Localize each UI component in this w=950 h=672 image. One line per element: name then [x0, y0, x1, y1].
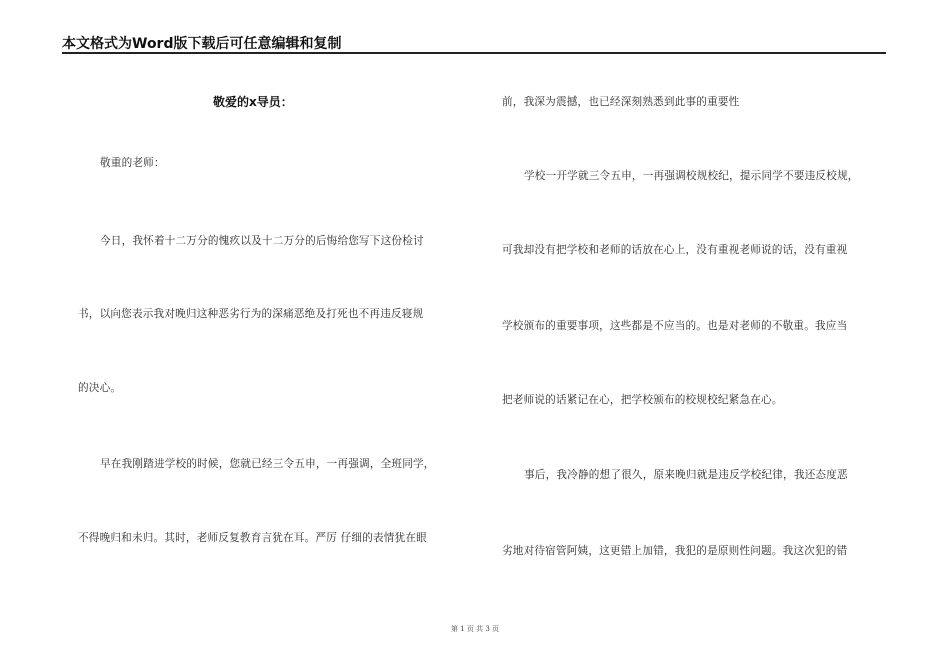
paragraph-line: 事后，我冷静的想了很久，原来晚归就是违反学校纪律，我还态度恶: [524, 469, 848, 481]
paragraph-line: 可我却没有把学校和老师的话放在心上，没有重视老师说的话，没有重视: [502, 244, 848, 256]
paragraph-line: 学校颁布的重要事项，这些都是不应当的。也是对老师的不敬重。我应当: [502, 320, 848, 332]
document-header: [62, 36, 886, 54]
document-title: 敬爱的x导员：: [213, 95, 293, 109]
header-notice: 本文格式为Word版下载后可任意编辑和复制: [62, 36, 342, 52]
paragraph-line: 早在我刚踏进学校的时候，您就已经三令五申，一再强调，全班同学，: [100, 458, 435, 470]
paragraph-line: 把老师说的话紧记在心，把学校颁布的校规校纪紧急在心。: [502, 394, 783, 406]
paragraph-line: 劣地对待宿管阿姨，这更错上加错，我犯的是原则性问题。我这次犯的错: [502, 545, 848, 557]
paragraph-line: 学校一开学就三令五申，一再强调校规校纪，提示同学不要违反校规，: [524, 170, 859, 182]
paragraph-line: 前，我深为震撼，也已经深刻熟悉到此事的重要性: [502, 96, 740, 108]
paragraph-line: 的决心。: [78, 382, 122, 394]
page-number: 第 1 页 共 3 页: [450, 625, 500, 633]
salutation-line: 敬重的老师：: [100, 157, 165, 169]
paragraph-line: 不得晚归和未归。其时，老师反复教育言犹在耳。严厉 仔细的表情犹在眼: [78, 532, 427, 544]
paragraph-line: 今日，我怀着十二万分的愧疚以及十二万分的后悔给您写下这份检讨: [100, 235, 424, 247]
paragraph-line: 书，以向您表示我对晚归这种恶劣行为的深痛恶绝及打死也不再违反寝规: [78, 308, 424, 320]
